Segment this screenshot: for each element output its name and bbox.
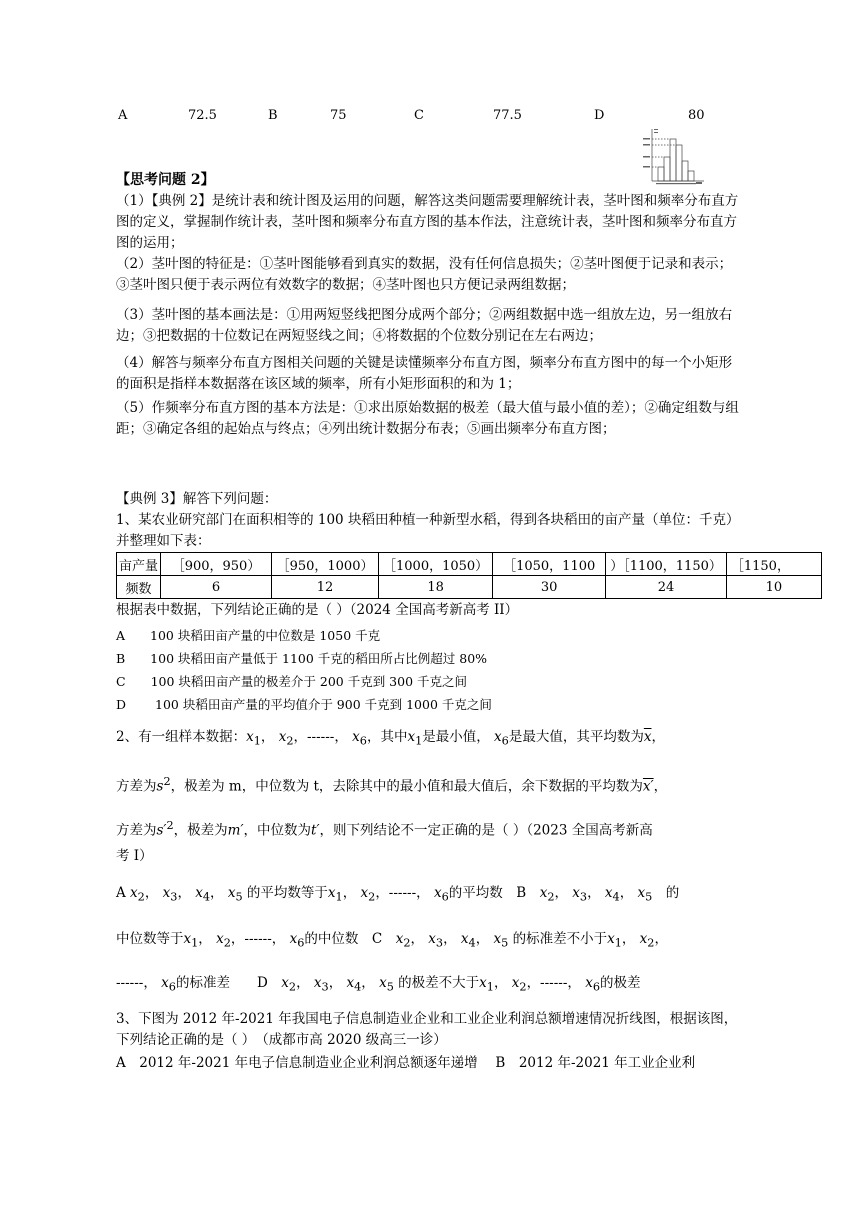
paragraph-3: （3）茎叶图的基本画法是：①用两短竖线把图分成两个部分；②两组数据中选一组放左边，另一组放右边；③把数据的十位数记在两短竖线之间；④将数据的个位数分别记在左右两边； <box>116 307 733 344</box>
option-c-letter: C <box>414 108 424 123</box>
question-2-line-3: 方差为$s'^2$，极差为m′，中位数为t′，则下列结论不一定正确的是（ ）（2023 全国高考新高 <box>116 819 653 839</box>
question-3-stem: 3、下图为 2012 年-2021 年我国电子信息制造业企业和工业企业利润总额增速情况折线图，根据该图，下列结论正确的是（ ） （成都市高 2020 级高三一诊） <box>116 1011 738 1048</box>
question-2-line-5: A $x_2$， $x_3$， $x_4$， $x_5$ 的平均数等于$x_1$， $x_2$，------， $x_6$的平均数 B $x_2$， $x_3$， $x_4$， $x_5$ 的 <box>116 885 680 904</box>
option-c-value: 77.5 <box>493 108 522 123</box>
option-a-value: 72.5 <box>188 108 217 123</box>
table-cell: ［1050，1100 <box>493 553 606 576</box>
paragraph-2: （2）茎叶图的特征是：①茎叶图能够看到真实的数据，没有任何信息损失；②茎叶图便于记录和表示；③茎叶图只便于表示两位有效数字的数据；④茎叶图也只方便记录两组数据； <box>116 256 733 293</box>
option-d-value: 80 <box>688 108 705 123</box>
table-cell: 30 <box>493 576 606 599</box>
question-1-option-b: B 100 块稻田亩产量低于 1100 千克的稻田所占比例超过 80% <box>116 651 488 666</box>
table-cell: ［1000，1050） <box>379 553 493 576</box>
table-row <box>117 576 822 599</box>
question-2-line-2: 方差为$s^2$，极差为 m，中位数为 t，去除其中的最小值和最大值后，余下数据的平均数为x′， <box>116 775 668 795</box>
table-cell: ［900，950） <box>161 553 272 576</box>
question-1-prompt: 根据表中数据，下列结论正确的是（ ）（2024 全国高考新高考 II） <box>116 602 519 618</box>
question-2-line-4: 考 I） <box>116 848 153 864</box>
option-d-letter: D <box>594 108 605 123</box>
paragraph-1: （1）【典例 2】是统计表和统计图及运用的问题，解答这类问题需要理解统计表，茎叶图和频率分布直方图的定义，掌握制作统计表，茎叶图和频率分布直方图的基本作法，注意统计表，茎叶图和频率分布直方图的运用； <box>116 193 739 251</box>
option-b-value: 75 <box>330 108 347 123</box>
question-2-line-1: 2、有一组样本数据：$x_1$， $x_2$，------， $x_6$，其中$x_1$是最小值， $x_6$是最大值，其平均数为$\overline{x}$， <box>116 729 665 748</box>
table-cell: 12 <box>272 576 379 599</box>
option-b-letter: B <box>268 108 278 123</box>
question-1-option-a: A 100 块稻田亩产量的中位数是 1050 千克 <box>116 628 381 643</box>
question-1-option-d: D 100 块稻田亩产量的平均值介于 900 千克到 1000 千克之间 <box>116 697 492 712</box>
paragraph-4: （4）解答与频率分布直方图相关问题的关键是读懂频率分布直方图，频率分布直方图中的每一个小矩形的面积是指样本数据落在该区域的频率，所有小矩形面积的和为 1； <box>116 355 733 392</box>
table-cell: 10 <box>726 576 821 599</box>
table-row-label: 频数 <box>117 576 161 599</box>
option-a-letter: A <box>118 108 128 123</box>
table-header-label: 亩产量 <box>117 553 161 576</box>
table-cell: 6 <box>161 576 272 599</box>
table-cell: ）［1100，1150） <box>606 553 727 576</box>
question-1-option-c: C 100 块稻田亩产量的极差介于 200 千克到 300 千克之间 <box>116 674 468 689</box>
question-2-line-7: ------， $x_6$的标准差 D $x_2$， $x_3$， $x_4$， $x_5$ 的极差不大于$x_1$， $x_2$，------， $x_6$的极差 <box>116 975 641 994</box>
question-1-stem: 1、某农业研究部门在面积相等的 100 块稻田种植一种新型水稻，得到各块稻田的亩产量（单位：千克）并整理如下表： <box>116 512 740 549</box>
table-cell: ［950，1000） <box>272 553 379 576</box>
table-cell: 24 <box>606 576 727 599</box>
section-heading: 【思考问题 2】 <box>116 172 215 188</box>
example3-title: 【典例 3】解答下列问题： <box>116 491 278 507</box>
yield-table <box>116 552 860 599</box>
top-options-row <box>118 108 738 126</box>
question-2-line-6: 中位数等于$x_1$， $x_2$，------， $x_6$的中位数 C $x_2$， $x_3$， $x_4$， $x_5$ 的标准差不小于$x_1$， $x_2$， <box>116 931 668 950</box>
table-cell: 18 <box>379 576 493 599</box>
table-cell: ［1150， <box>726 553 821 576</box>
paragraph-5: （5）作频率分布直方图的基本方法是：①求出原始数据的极差（最大值与最小值的差）；②确定组数与组距；③确定各组的起始点与终点；④列出统计数据分布表；⑤画出频率分布直方图； <box>116 400 739 437</box>
question-3-options: A 2012 年-2021 年电子信息制造业企业利润总额逐年递增 B 2012 年-2021 年工业企业利 <box>116 1055 696 1071</box>
table-row <box>117 553 822 576</box>
